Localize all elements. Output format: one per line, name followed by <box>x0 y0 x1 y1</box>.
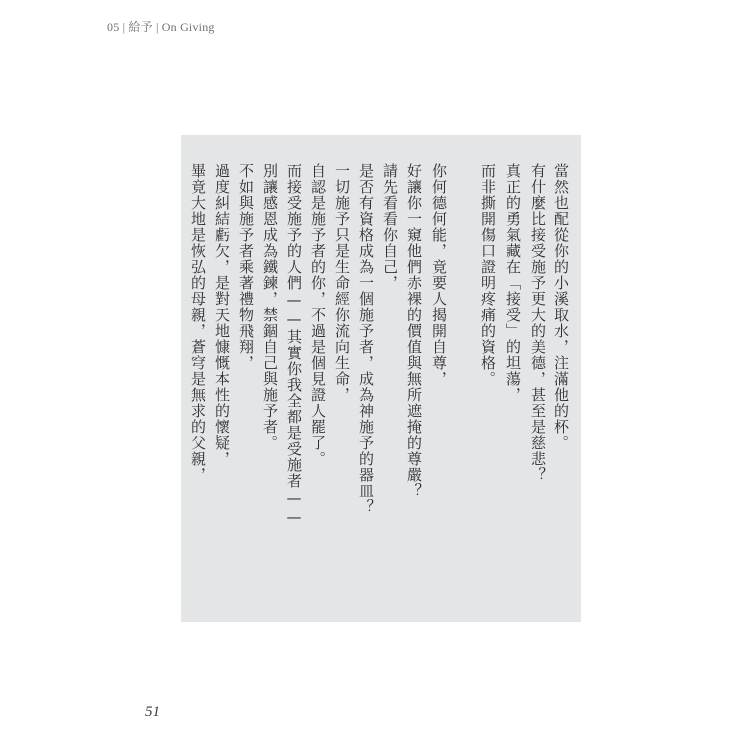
running-header: 05 | 給予 | On Giving <box>107 20 215 34</box>
text-column: 是否有資格成為一個施予者，成為神施予的器皿？ <box>357 163 375 515</box>
text-column: 而非撕開傷口證明疼痛的資格。 <box>479 163 497 387</box>
text-column: 而接受施予的人們——其實你我全都是受施者—— <box>285 163 303 527</box>
text-column: 一切施予只是生命經你流向生命， <box>333 163 351 403</box>
text-column: 畢竟大地是恢弘的母親，蒼穹是無求的父親， <box>189 163 207 483</box>
text-column: 好讓你一窺他們赤裸的價值與無所遮掩的尊嚴？ <box>405 163 423 499</box>
text-column: 有什麼比接受施予更大的美德，甚至是慈悲？ <box>529 163 547 483</box>
text-column: 別讓感恩成為鐵鍊，禁錮自己與施予者。 <box>261 163 279 451</box>
text-column: 當然也配從你的小溪取水，注滿他的杯。 <box>552 163 570 451</box>
page-number: 51 <box>145 704 160 720</box>
text-column: 真正的勇氣藏在「接受」的坦蕩， <box>504 163 522 403</box>
poem-text-panel <box>181 135 581 622</box>
text-column: 自認是施予者的你，不過是個見證人罷了。 <box>309 163 327 467</box>
text-column: 過度糾結虧欠，是對天地慷慨本性的懷疑， <box>213 163 231 467</box>
text-column: 不如與施予者乘著禮物飛翔， <box>237 163 255 371</box>
text-column: 你何德何能，竟要人揭開自尊， <box>430 163 448 387</box>
text-column: 請先看看你自己， <box>381 163 399 291</box>
